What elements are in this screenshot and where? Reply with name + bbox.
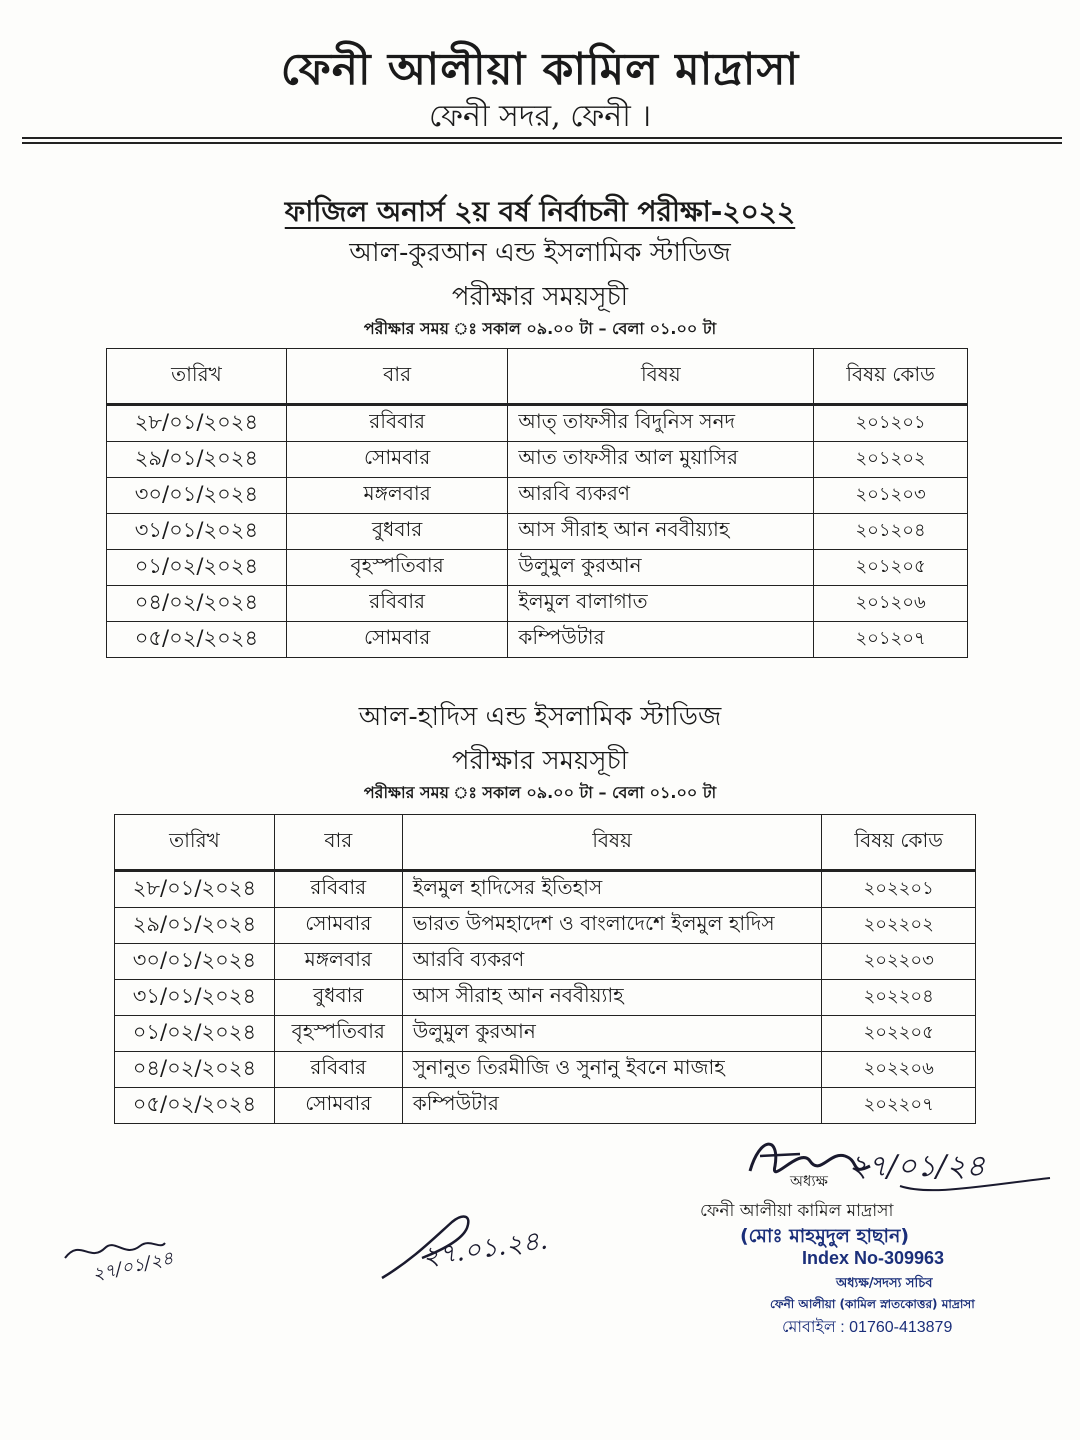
principal-signature-block [690,1140,1050,1340]
table-row [115,980,976,1016]
section-1-routine-label: পরীক্ষার সময়সূচী [451,282,629,312]
principal-handwritten-date: ২৭/০১/২৪ [848,1149,986,1184]
cell-date: ৩০/০১/২০২৪ [115,944,275,980]
table-row [115,1052,976,1088]
table-row [115,1088,976,1124]
cell-date: ০৫/০২/২০২৪ [115,1088,275,1124]
cell-code: ২০১২০৬ [814,586,968,622]
table-row [107,622,968,658]
cell-day: বুধবার [286,514,508,550]
header-rule-bottom [22,142,1062,144]
section-2-exam-time: পরীক্ষার সময় ঃ সকাল ০৯.০০ টা – বেলা ০১.০০ টা [363,783,717,802]
institution-address: ফেনী সদর, ফেনী । [428,99,652,134]
table-row [115,908,976,944]
cell-date: ৩১/০১/২০২৪ [115,980,275,1016]
cell-date: ০৪/০২/২০২৪ [115,1052,275,1088]
cell-subject: ইলমুল হাদিসের ইতিহাস [402,871,822,908]
cell-day: বুধবার [274,980,402,1016]
table-row [107,550,968,586]
cell-date: ২৮/০১/২০২৪ [115,871,275,908]
table-row [115,871,976,908]
cell-subject: ইলমুল বালাগাত [508,586,814,622]
table-header-row [115,815,976,871]
table-header-row [107,349,968,405]
signature-designation: অধ্যক্ষ/সদস্য সচিব [836,1276,933,1291]
header-rule-top [22,137,1062,139]
cell-code: ২০১২০১ [814,405,968,442]
table-row [115,1016,976,1052]
cell-subject: কম্পিউটার [402,1088,822,1124]
cell-subject: আস সীরাহ আন নববীয়্যাহ [508,514,814,550]
signature-seal-line: ফেনী আলীয়া (কামিল স্নাতকোত্তর) মাদ্রাসা [770,1297,975,1311]
cell-code: ২০২২০৩ [822,944,976,980]
cell-day: রবিবার [274,871,402,908]
column-header-date: তারিখ [107,349,287,405]
column-header-code: বিষয় কোড [814,349,968,405]
cell-subject: উলুমুল কুরআন [402,1016,822,1052]
cell-code: ২০১২০২ [814,442,968,478]
table-row [107,478,968,514]
cell-date: ০১/০২/২০২৪ [115,1016,275,1052]
cell-code: ২০১২০৫ [814,550,968,586]
column-header-code: বিষয় কোড [822,815,976,871]
table-row [107,586,968,622]
column-header-subject: বিষয় [402,815,822,871]
cell-code: ২০২২০৫ [822,1016,976,1052]
cell-subject: ভারত উপমহাদেশ ও বাংলাদেশে ইলমুল হাদিস [402,908,822,944]
cell-day: রবিবার [286,405,508,442]
column-header-day: বার [286,349,508,405]
cell-subject: আত তাফসীর আল মুয়াসির [508,442,814,478]
cell-subject: সুনানুত তিরমীজি ও সুনানু ইবনে মাজাহ [402,1052,822,1088]
cell-code: ২০১২০৭ [814,622,968,658]
section-1-subject: আল-কুরআন এন্ড ইসলামিক স্টাডিজ [349,238,731,268]
column-header-subject: বিষয় [508,349,814,405]
cell-subject: আরবি ব্যকরণ [402,944,822,980]
cell-code: ২০২২০৭ [822,1088,976,1124]
cell-code: ২০২২০৪ [822,980,976,1016]
cell-date: ০১/০২/২০২৪ [107,550,287,586]
institution-name: ফেনী আলীয়া কামিল মাদ্রাসা [280,44,800,95]
cell-subject: আত্ তাফসীর বিদুনিস সনদ [508,405,814,442]
signature-index: Index No-309963 [802,1248,945,1268]
signature-mobile: মোবাইল : 01760-413879 [782,1319,953,1336]
table-row [115,944,976,980]
cell-date: ৩১/০১/২০২৪ [107,514,287,550]
cell-date: ২৯/০১/২০২৪ [115,908,275,944]
cell-day: বৃহস্পতিবার [286,550,508,586]
cell-day: মঙ্গলবার [274,944,402,980]
middle-handwritten-date: ২৭.০১.২৪. [420,1225,550,1273]
left-handwritten-date: ২৭/০১/২৪ [90,1247,176,1286]
cell-date: ৩০/০১/২০২৪ [107,478,287,514]
column-header-date: তারিখ [115,815,275,871]
section-2-routine-label: পরীক্ষার সময়সূচী [451,746,629,776]
section-1-exam-time: পরীক্ষার সময় ঃ সকাল ০৯.০০ টা – বেলা ০১.০০ টা [363,319,717,338]
signature-name: (মোঃ মাহমুদুল হাছান) [740,1225,910,1247]
cell-subject: আরবি ব্যকরণ [508,478,814,514]
cell-day: সোমবার [274,908,402,944]
column-header-day: বার [274,815,402,871]
cell-day: বৃহস্পতিবার [274,1016,402,1052]
section-1-routine-table [106,348,968,658]
signature-title: অধ্যক্ষ [790,1172,828,1190]
exam-title-text: ফাজিল অনার্স ২য় বর্ষ নির্বাচনী পরীক্ষা-২০২২ [284,195,796,228]
table-row [107,405,968,442]
cell-date: ০৫/০২/২০২৪ [107,622,287,658]
cell-code: ২০২২০১ [822,871,976,908]
cell-code: ২০১২০৪ [814,514,968,550]
section-2-routine-table [114,814,976,1124]
cell-day: সোমবার [286,622,508,658]
section-2-subject: আল-হাদিস এন্ড ইসলামিক স্টাডিজ [358,702,722,732]
cell-day: সোমবার [286,442,508,478]
cell-date: ২৯/০১/২০২৪ [107,442,287,478]
cell-date: ০৪/০২/২০২৪ [107,586,287,622]
cell-subject: কম্পিউটার [508,622,814,658]
signature-institution: ফেনী আলীয়া কামিল মাদ্রাসা [700,1201,894,1221]
cell-day: রবিবার [286,586,508,622]
cell-subject: উলুমুল কুরআন [508,550,814,586]
cell-date: ২৮/০১/২০২৪ [107,405,287,442]
table-row [107,514,968,550]
cell-day: মঙ্গলবার [286,478,508,514]
cell-code: ২০১২০৩ [814,478,968,514]
cell-day: সোমবার [274,1088,402,1124]
exam-title [0,190,1080,237]
cell-subject: আস সীরাহ আন নববীয়্যাহ [402,980,822,1016]
table-row [107,442,968,478]
cell-code: ২০২২০২ [822,908,976,944]
cell-code: ২০২২০৬ [822,1052,976,1088]
cell-day: রবিবার [274,1052,402,1088]
